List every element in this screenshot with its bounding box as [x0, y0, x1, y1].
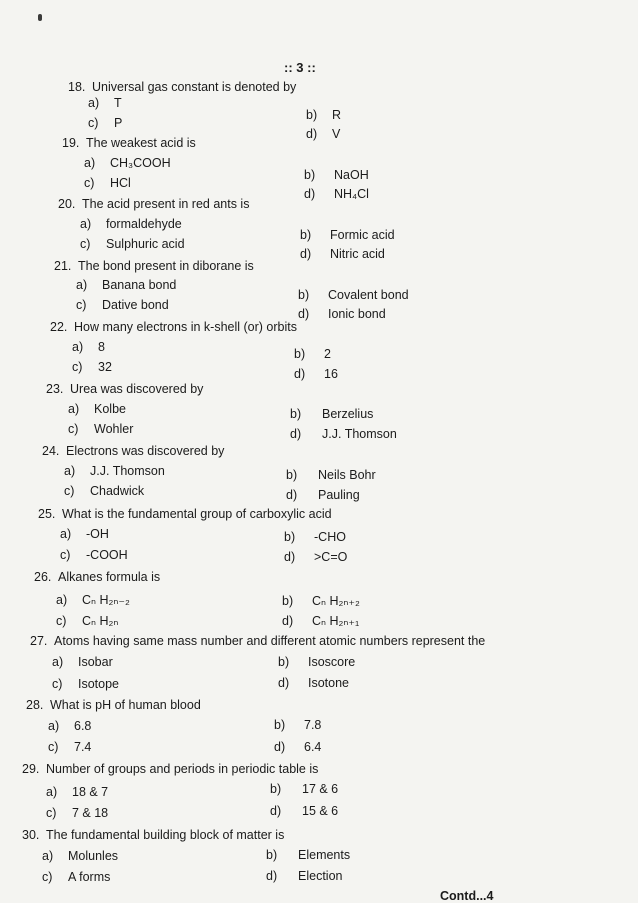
option-a: a) Isobar: [52, 655, 113, 669]
option-d: d) NH₄Cl: [304, 187, 369, 201]
option-d: d) Ionic bond: [298, 307, 386, 321]
option-a: a) -OH: [60, 527, 109, 541]
option-b: b) Neils Bohr: [286, 468, 376, 482]
option-b: b) 2: [294, 347, 331, 361]
option-d: d) J.J. Thomson: [290, 427, 397, 441]
question-28: 28. What is pH of human blood: [26, 698, 201, 712]
question-text: Atoms having same mass number and different atomic numbers represent the: [54, 634, 486, 648]
option-c: c) Cₙ H₂ₙ: [56, 614, 119, 628]
question-26: 26. Alkanes formula is: [34, 570, 161, 584]
option-d: d) 16: [294, 367, 338, 381]
option-b: b) Elements: [266, 848, 351, 862]
question-text: Alkanes formula is: [58, 570, 161, 584]
option-b: b) NaOH: [304, 168, 369, 182]
question-text: Urea was discovered by: [70, 382, 204, 396]
option-a: a) Cₙ H₂ₙ₋₂: [56, 593, 130, 607]
question-21: 21. The bond present in diborane is: [54, 259, 254, 273]
question-27: 27. Atoms having same mass number and different atomic numbers represent the: [30, 634, 486, 648]
question-text: How many electrons in k-shell (or) orbits: [74, 320, 297, 334]
continued-note: Contd...4: [440, 889, 494, 903]
question-29: 29. Number of groups and periods in periodic table is: [22, 762, 319, 776]
question-text: The bond present in diborane is: [78, 259, 254, 273]
option-a: a) J.J. Thomson: [64, 464, 165, 478]
option-c: c) P: [88, 116, 123, 130]
option-a: a) 8: [72, 340, 105, 354]
option-b: b) Isoscore: [278, 655, 356, 669]
question-22: 22. How many electrons in k-shell (or) orbits: [50, 320, 297, 334]
question-23: 23. Urea was discovered by: [46, 382, 204, 396]
option-d: d) V: [306, 127, 341, 141]
option-b: b) 17 & 6: [270, 782, 339, 796]
option-b: b) -CHO: [284, 530, 346, 544]
option-b: b) R: [306, 108, 342, 122]
question-24: 24. Electrons was discovered by: [42, 444, 225, 458]
option-d: d) Nitric acid: [300, 247, 385, 261]
question-text: What is pH of human blood: [50, 698, 201, 712]
option-d: d) Election: [266, 869, 343, 883]
question-25: 25. What is the fundamental group of carboxylic acid: [38, 507, 332, 521]
option-c: c) -COOH: [60, 548, 128, 562]
scan-mark: [38, 14, 42, 21]
option-d: d) >C=O: [284, 550, 348, 564]
option-c: c) Chadwick: [64, 484, 145, 498]
question-20: 20. The acid present in red ants is: [58, 197, 250, 211]
page-number: :: 3 ::: [284, 60, 316, 75]
option-c: c) A forms: [42, 870, 111, 884]
option-a: a) formaldehyde: [80, 217, 182, 231]
question-18: 18. Universal gas constant is denoted by: [68, 80, 297, 94]
option-a: a) T: [88, 96, 122, 110]
option-a: a) Kolbe: [68, 402, 126, 416]
question-text: Electrons was discovered by: [66, 444, 225, 458]
option-c: c) Isotope: [52, 677, 120, 691]
option-c: c) Wohler: [68, 422, 134, 436]
option-c: c) Sulphuric acid: [80, 237, 185, 251]
option-a: a) 18 & 7: [46, 785, 109, 799]
question-text: Number of groups and periods in periodic table is: [46, 762, 319, 776]
option-c: c) 7.4: [48, 740, 92, 754]
option-a: a) 6.8: [48, 719, 92, 733]
option-b: b) 7.8: [274, 718, 322, 732]
option-c: c) 7 & 18: [46, 806, 109, 820]
question-text: The weakest acid is: [86, 136, 196, 150]
question-text: The acid present in red ants is: [82, 197, 250, 211]
option-c: c) HCl: [84, 176, 131, 190]
option-d: d) Cₙ H₂ₙ₊₁: [282, 614, 360, 628]
option-d: d) 15 & 6: [270, 804, 339, 818]
option-a: a) Banana bond: [76, 278, 177, 292]
option-b: b) Covalent bond: [298, 288, 409, 302]
option-d: d) Pauling: [286, 488, 360, 502]
question-19: 19. The weakest acid is: [62, 136, 196, 150]
option-b: b) Berzelius: [290, 407, 374, 421]
option-b: b) Cₙ H₂ₙ₊₂: [282, 594, 360, 608]
option-c: c) 32: [72, 360, 112, 374]
question-text: Universal gas constant is denoted by: [92, 80, 297, 94]
question-text: What is the fundamental group of carboxylic acid: [62, 507, 332, 521]
option-c: c) Dative bond: [76, 298, 169, 312]
option-d: d) 6.4: [274, 740, 322, 754]
option-a: a) Molunles: [42, 849, 119, 863]
option-b: b) Formic acid: [300, 228, 395, 242]
option-d: d) Isotone: [278, 676, 350, 690]
option-a: a) CH₃COOH: [84, 156, 171, 170]
question-30: 30. The fundamental building block of matter is: [22, 828, 285, 842]
question-text: The fundamental building block of matter is: [46, 828, 285, 842]
